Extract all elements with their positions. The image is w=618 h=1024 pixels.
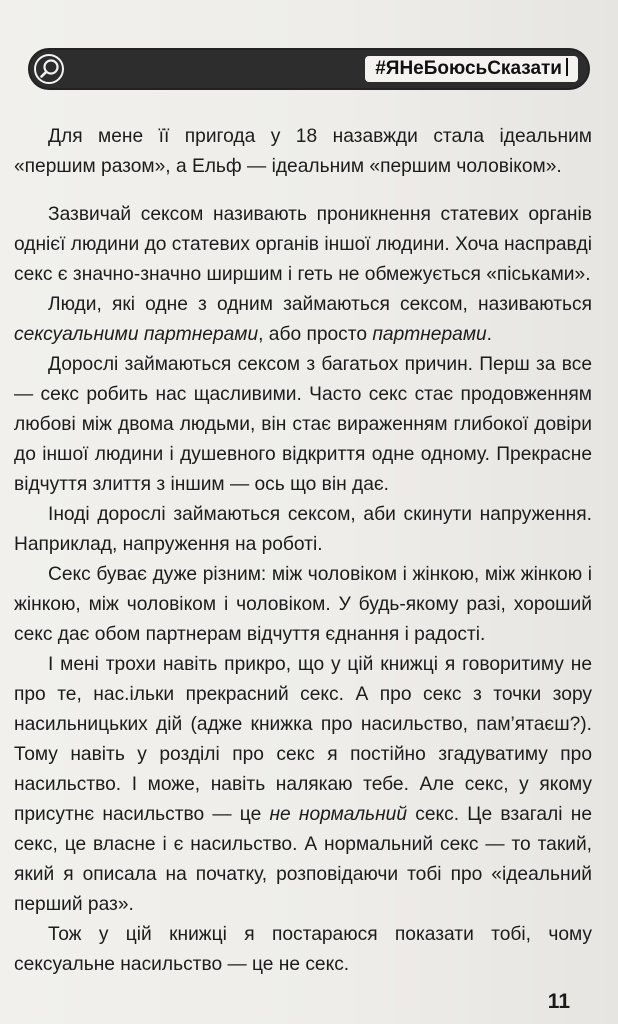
page-number: 11: [547, 990, 570, 1013]
paragraph-7-part-a: І мені трохи навіть прикро, що у цій книжці я говоритиму не про те, нас.ільки прекрасний секс. А про секс з точки зору насильницьких дій (адже книжка про насильство, пам’ятаєш?). Тому навіть у розділі про секс я постійно згадуватиму про насильство. І може, навіть налякаю тебе. Але секс, у якому присутнє насильство — це: [14, 654, 592, 825]
paragraph-8: Тож у цій книжці я постараюся показати тобі, чому сексуальне насильство — це не секс.: [14, 924, 592, 975]
hashtag-text: #ЯНеБоюсьСказати: [375, 58, 562, 79]
paragraph-7-part-c: секс. Це взагалі не секс, це власне і є насильство. А нормальний секс — то такий, який я описала на початку, розповідаючи тобі про «ідеальний перший раз».: [14, 804, 592, 915]
paragraph-3-part-a: Люди, які одне з одним займаються сексом, називаються: [48, 294, 592, 315]
paragraph-3-part-c: , або просто: [258, 324, 373, 345]
magnifier-icon: [34, 54, 64, 84]
paragraph-7: [14, 650, 592, 920]
paragraph-5: Іноді дорослі займаються сексом, аби скинути напруження. Наприклад, напруження на роботі.: [14, 504, 592, 555]
paragraph-3-part-e: .: [486, 324, 492, 345]
paragraph-3: [14, 290, 592, 350]
term-partners: партнерами: [372, 324, 487, 345]
text-cursor: [566, 58, 568, 76]
paragraph-1: Для мене її пригода у 18 назавжди стала ідеальним «першим разом», а Ельф — ідеальним «першим чоловіком».: [14, 126, 592, 177]
term-not-normal: не нормальний: [269, 804, 408, 825]
hashtag-box: [365, 56, 578, 82]
term-sexual-partners: сексуальними партнерами: [14, 324, 259, 345]
paragraph-6: Секс буває дуже різним: між чоловіком і жінкою, між жінкою і жінкою, між чоловіком і чоловіком. У будь-якому разі, хороший секс дає обом партнерам відчуття єднання і радості.: [14, 564, 592, 645]
paragraph-4: Дорослі займаються сексом з багатьох причин. Перш за все — секс робить нас щасливими. Часто секс стає продовженням любові між двома людьми, він стає вираженням глибокої довіри до іншої людини і душевного відкриття одне одному. Прекрасне відчуття злиття з іншим — ось що він дає.: [14, 354, 592, 495]
paragraph-2: Зазвичай сексом називають проникнення статевих органів однієї людини до статевих органів іншої людини. Хоча насправді секс є значно-значно ширшим і геть не обмежується «піськами».: [14, 204, 592, 285]
body-text: [14, 122, 592, 980]
header-bar: [28, 48, 590, 90]
